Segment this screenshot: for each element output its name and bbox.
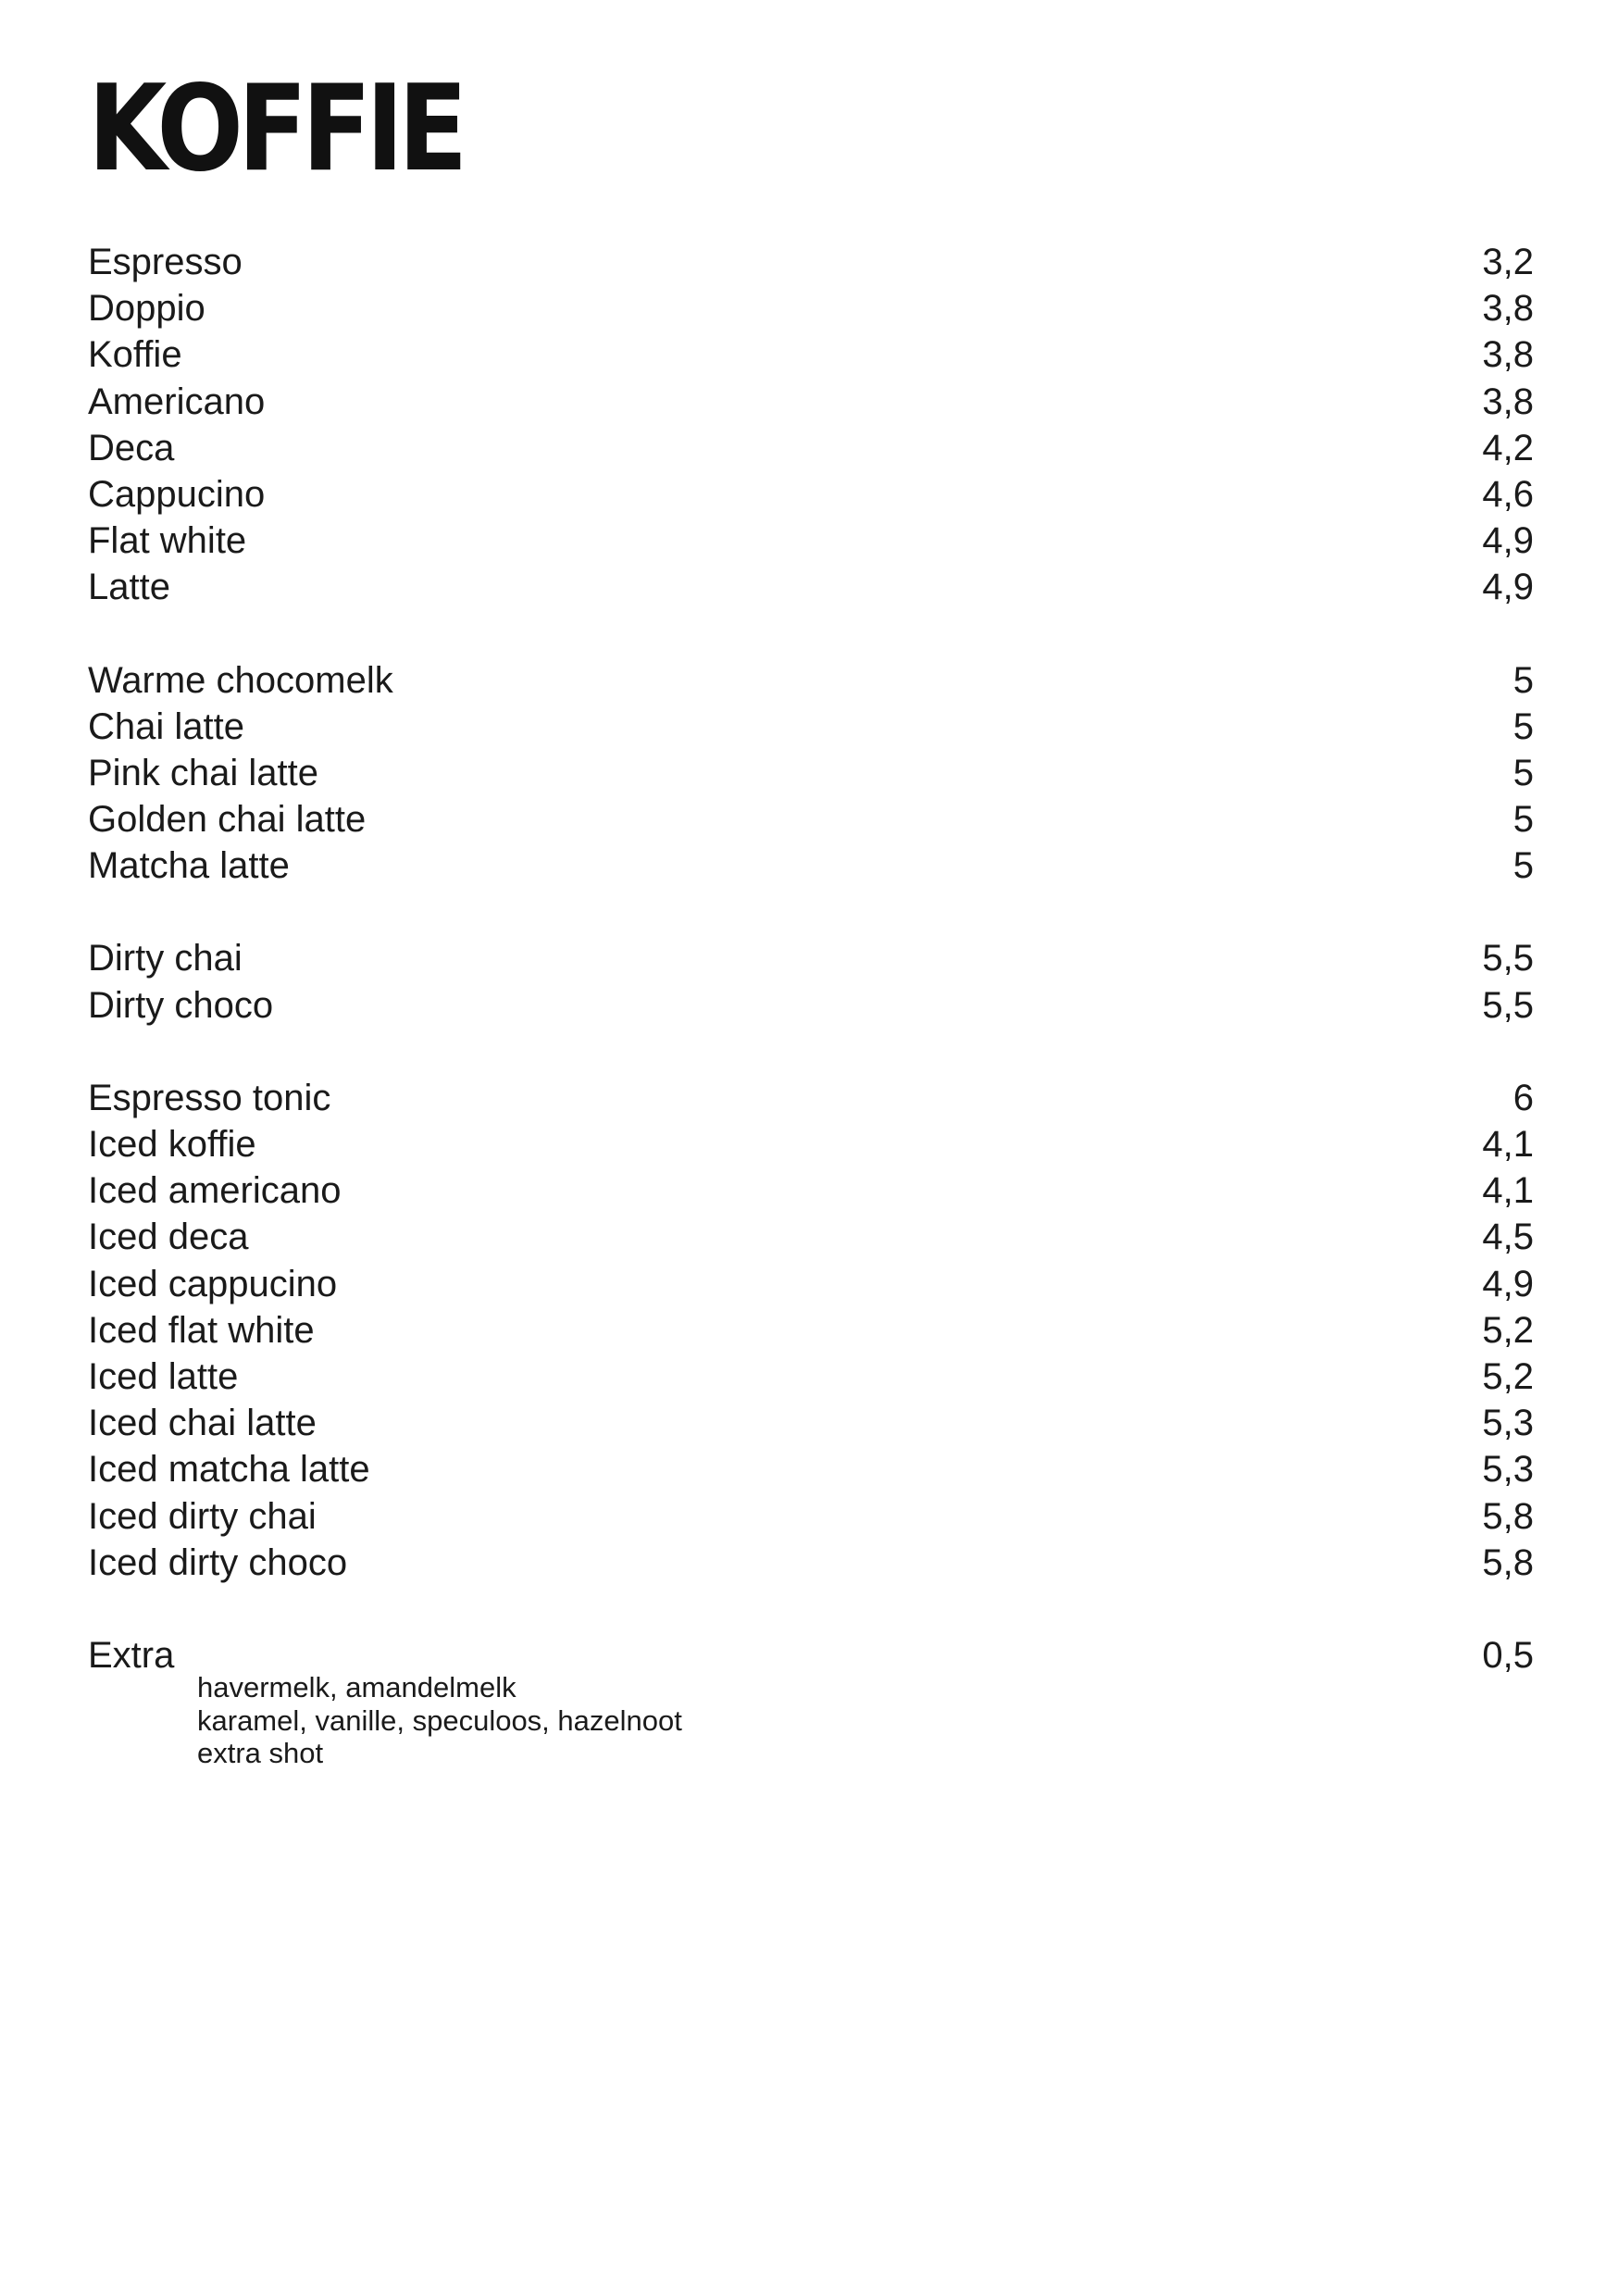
item-name: Chai latte	[88, 705, 244, 747]
menu-item	[88, 1121, 1534, 1167]
menu-item	[88, 1167, 1534, 1214]
page-title: KOFFIE	[88, 60, 463, 198]
item-name: Golden chai latte	[88, 799, 367, 841]
menu-item	[88, 842, 1534, 889]
menu-item	[88, 1354, 1534, 1400]
item-name: Dirty chai	[88, 938, 243, 980]
menu-item	[88, 564, 1534, 610]
menu-item	[88, 982, 1534, 1029]
menu-item	[88, 796, 1534, 842]
menu-item	[88, 1400, 1534, 1446]
menu-list	[88, 239, 1534, 1816]
item-price: 3,2	[1482, 242, 1534, 282]
item-name: Warme chocomelk	[88, 659, 393, 701]
menu-item	[88, 750, 1534, 796]
item-name: Iced americano	[88, 1170, 342, 1212]
extra-note: havermelk, amandelmelk	[197, 1671, 517, 1704]
item-name: Pink chai latte	[88, 752, 319, 793]
extra-name: Extra	[88, 1634, 175, 1676]
item-price: 4,9	[1482, 567, 1534, 608]
item-name: Koffie	[88, 334, 182, 376]
item-price: 3,8	[1482, 334, 1534, 376]
item-name: Iced flat white	[88, 1309, 315, 1351]
item-name: Doppio	[88, 288, 205, 330]
item-name: Deca	[88, 427, 175, 468]
item-price: 5,5	[1482, 938, 1534, 980]
item-name: Iced cappucino	[88, 1263, 338, 1304]
menu-item	[88, 1493, 1534, 1540]
item-price: 5,2	[1482, 1355, 1534, 1397]
menu-group-iced	[88, 1075, 1534, 1586]
menu-item	[88, 285, 1534, 331]
item-price: 5,3	[1482, 1403, 1534, 1444]
item-price: 4,2	[1482, 427, 1534, 468]
item-name: Iced dirty choco	[88, 1541, 348, 1583]
item-name: Espresso	[88, 242, 243, 282]
item-price: 3,8	[1482, 288, 1534, 330]
item-name: Espresso tonic	[88, 1077, 331, 1118]
menu-item	[88, 471, 1534, 518]
extra-price: 0,5	[1482, 1634, 1534, 1676]
menu-item	[88, 1307, 1534, 1354]
item-price: 5	[1512, 752, 1534, 793]
menu-item	[88, 425, 1534, 471]
menu-item	[88, 657, 1534, 704]
item-price: 5,3	[1482, 1449, 1534, 1491]
item-name: Matcha latte	[88, 845, 290, 887]
menu-item	[88, 1214, 1534, 1260]
item-price: 4,1	[1482, 1170, 1534, 1212]
item-price: 4,6	[1482, 473, 1534, 515]
menu-item	[88, 704, 1534, 750]
item-price: 4,9	[1482, 1263, 1534, 1304]
menu-item	[88, 331, 1534, 378]
extra-note: karamel, vanille, speculoos, hazelnoot	[197, 1703, 682, 1737]
menu-item	[88, 1540, 1534, 1586]
item-price: 6	[1512, 1077, 1534, 1118]
extra-note: extra shot	[197, 1737, 324, 1770]
menu-group-lattes	[88, 657, 1534, 890]
menu-item	[88, 1075, 1534, 1121]
item-name: Iced latte	[88, 1355, 239, 1397]
item-price: 4,5	[1482, 1217, 1534, 1258]
item-price: 3,8	[1482, 381, 1534, 422]
item-name: Latte	[88, 567, 170, 608]
menu-group-extra	[88, 1632, 1534, 1770]
item-price: 5,2	[1482, 1309, 1534, 1351]
extra-notes	[88, 1671, 1534, 1770]
menu-item	[88, 935, 1534, 981]
item-price: 4,1	[1482, 1124, 1534, 1165]
item-price: 4,9	[1482, 520, 1534, 562]
menu-item	[88, 239, 1534, 285]
item-name: Flat white	[88, 520, 247, 562]
item-price: 5	[1512, 799, 1534, 841]
item-name: Iced chai latte	[88, 1403, 317, 1444]
menu-group-espresso-drinks	[88, 239, 1534, 611]
item-name: Iced deca	[88, 1217, 249, 1258]
menu-item	[88, 1261, 1534, 1307]
item-price: 5	[1512, 659, 1534, 701]
menu-item	[88, 379, 1534, 425]
menu-group-dirty	[88, 935, 1534, 1028]
item-name: Iced dirty chai	[88, 1495, 317, 1537]
item-price: 5,8	[1482, 1495, 1534, 1537]
item-name: Iced koffie	[88, 1124, 256, 1165]
item-name: Dirty choco	[88, 984, 274, 1026]
item-price: 5,5	[1482, 984, 1534, 1026]
item-name: Cappucino	[88, 473, 266, 515]
item-price: 5	[1512, 845, 1534, 887]
item-name: Iced matcha latte	[88, 1449, 370, 1491]
item-price: 5,8	[1482, 1541, 1534, 1583]
menu-item	[88, 518, 1534, 564]
item-name: Americano	[88, 381, 266, 422]
item-price: 5	[1512, 705, 1534, 747]
menu-item	[88, 1446, 1534, 1492]
